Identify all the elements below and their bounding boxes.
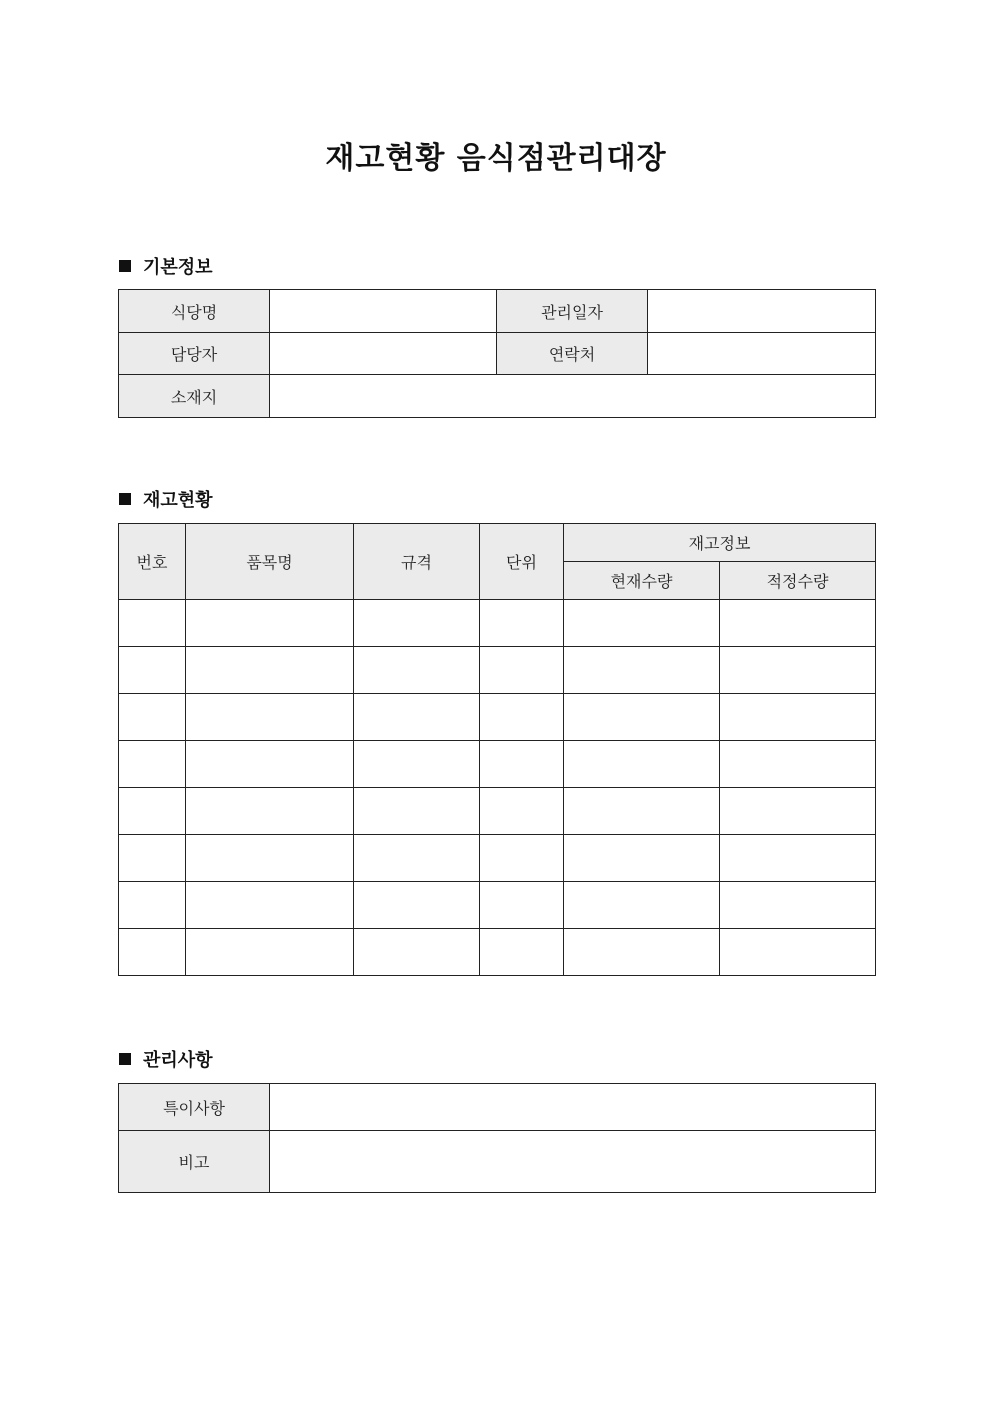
inventory-table — [118, 523, 876, 976]
spec-cell[interactable] — [354, 647, 480, 694]
proper-qty-cell[interactable] — [720, 694, 876, 741]
spec-cell[interactable] — [354, 741, 480, 788]
unit-cell[interactable] — [480, 600, 564, 647]
table-row — [119, 929, 876, 976]
square-bullet-icon — [119, 493, 131, 505]
col-header-current-qty: 현재수량 — [564, 562, 720, 600]
number-cell[interactable] — [119, 694, 186, 741]
item-name-cell[interactable] — [186, 600, 354, 647]
current-qty-cell[interactable] — [564, 600, 720, 647]
table-row — [119, 694, 876, 741]
col-header-unit: 단위 — [480, 524, 564, 600]
spec-cell[interactable] — [354, 788, 480, 835]
table-row — [119, 788, 876, 835]
management-table — [118, 1083, 876, 1193]
number-cell[interactable] — [119, 929, 186, 976]
col-header-proper-qty: 적정수량 — [720, 562, 876, 600]
item-name-cell[interactable] — [186, 647, 354, 694]
section-heading-inventory-label: 재고현황 — [143, 490, 213, 511]
basic-info-table — [118, 289, 876, 418]
number-cell[interactable] — [119, 882, 186, 929]
section-heading-basic-label: 기본정보 — [143, 257, 213, 278]
item-name-cell[interactable] — [186, 835, 354, 882]
col-header-spec: 규격 — [354, 524, 480, 600]
spec-cell[interactable] — [354, 835, 480, 882]
contact-field[interactable] — [648, 333, 876, 375]
current-qty-cell[interactable] — [564, 788, 720, 835]
manager-field[interactable] — [270, 333, 497, 375]
proper-qty-cell[interactable] — [720, 882, 876, 929]
inventory-rows — [119, 600, 876, 976]
table-row — [119, 741, 876, 788]
location-label: 소재지 — [119, 375, 270, 418]
item-name-cell[interactable] — [186, 929, 354, 976]
item-name-cell[interactable] — [186, 882, 354, 929]
restaurant-name-label: 식당명 — [119, 290, 270, 333]
unit-cell[interactable] — [480, 647, 564, 694]
management-date-field[interactable] — [648, 290, 876, 333]
unit-cell[interactable] — [480, 788, 564, 835]
number-cell[interactable] — [119, 835, 186, 882]
col-header-item-name: 품목명 — [186, 524, 354, 600]
current-qty-cell[interactable] — [564, 741, 720, 788]
section-heading-management — [119, 1046, 213, 1072]
proper-qty-cell[interactable] — [720, 788, 876, 835]
contact-label: 연락처 — [497, 333, 648, 375]
remarks-label: 비고 — [119, 1131, 270, 1193]
item-name-cell[interactable] — [186, 788, 354, 835]
special-notes-field[interactable] — [270, 1084, 876, 1131]
proper-qty-cell[interactable] — [720, 741, 876, 788]
unit-cell[interactable] — [480, 929, 564, 976]
table-row — [119, 600, 876, 647]
number-cell[interactable] — [119, 788, 186, 835]
number-cell[interactable] — [119, 600, 186, 647]
remarks-field[interactable] — [270, 1131, 876, 1193]
item-name-cell[interactable] — [186, 694, 354, 741]
unit-cell[interactable] — [480, 741, 564, 788]
spec-cell[interactable] — [354, 929, 480, 976]
spec-cell[interactable] — [354, 694, 480, 741]
proper-qty-cell[interactable] — [720, 600, 876, 647]
number-cell[interactable] — [119, 741, 186, 788]
current-qty-cell[interactable] — [564, 647, 720, 694]
section-heading-management-label: 관리사항 — [143, 1050, 213, 1071]
document-title: 재고현황 음식점관리대장 — [325, 141, 667, 176]
unit-cell[interactable] — [480, 882, 564, 929]
spec-cell[interactable] — [354, 882, 480, 929]
current-qty-cell[interactable] — [564, 882, 720, 929]
manager-label: 담당자 — [119, 333, 270, 375]
unit-cell[interactable] — [480, 694, 564, 741]
square-bullet-icon — [119, 260, 131, 272]
proper-qty-cell[interactable] — [720, 835, 876, 882]
square-bullet-icon — [119, 1053, 131, 1065]
section-heading-inventory — [119, 486, 213, 512]
location-field[interactable] — [270, 375, 876, 418]
proper-qty-cell[interactable] — [720, 929, 876, 976]
current-qty-cell[interactable] — [564, 929, 720, 976]
management-date-label: 관리일자 — [497, 290, 648, 333]
item-name-cell[interactable] — [186, 741, 354, 788]
current-qty-cell[interactable] — [564, 835, 720, 882]
unit-cell[interactable] — [480, 835, 564, 882]
table-row — [119, 882, 876, 929]
restaurant-name-field[interactable] — [270, 290, 497, 333]
section-heading-basic — [119, 253, 213, 279]
table-row — [119, 647, 876, 694]
special-notes-label: 특이사항 — [119, 1084, 270, 1131]
table-row — [119, 835, 876, 882]
number-cell[interactable] — [119, 647, 186, 694]
col-header-stock-info: 재고정보 — [564, 524, 876, 562]
col-header-number: 번호 — [119, 524, 186, 600]
spec-cell[interactable] — [354, 600, 480, 647]
current-qty-cell[interactable] — [564, 694, 720, 741]
proper-qty-cell[interactable] — [720, 647, 876, 694]
